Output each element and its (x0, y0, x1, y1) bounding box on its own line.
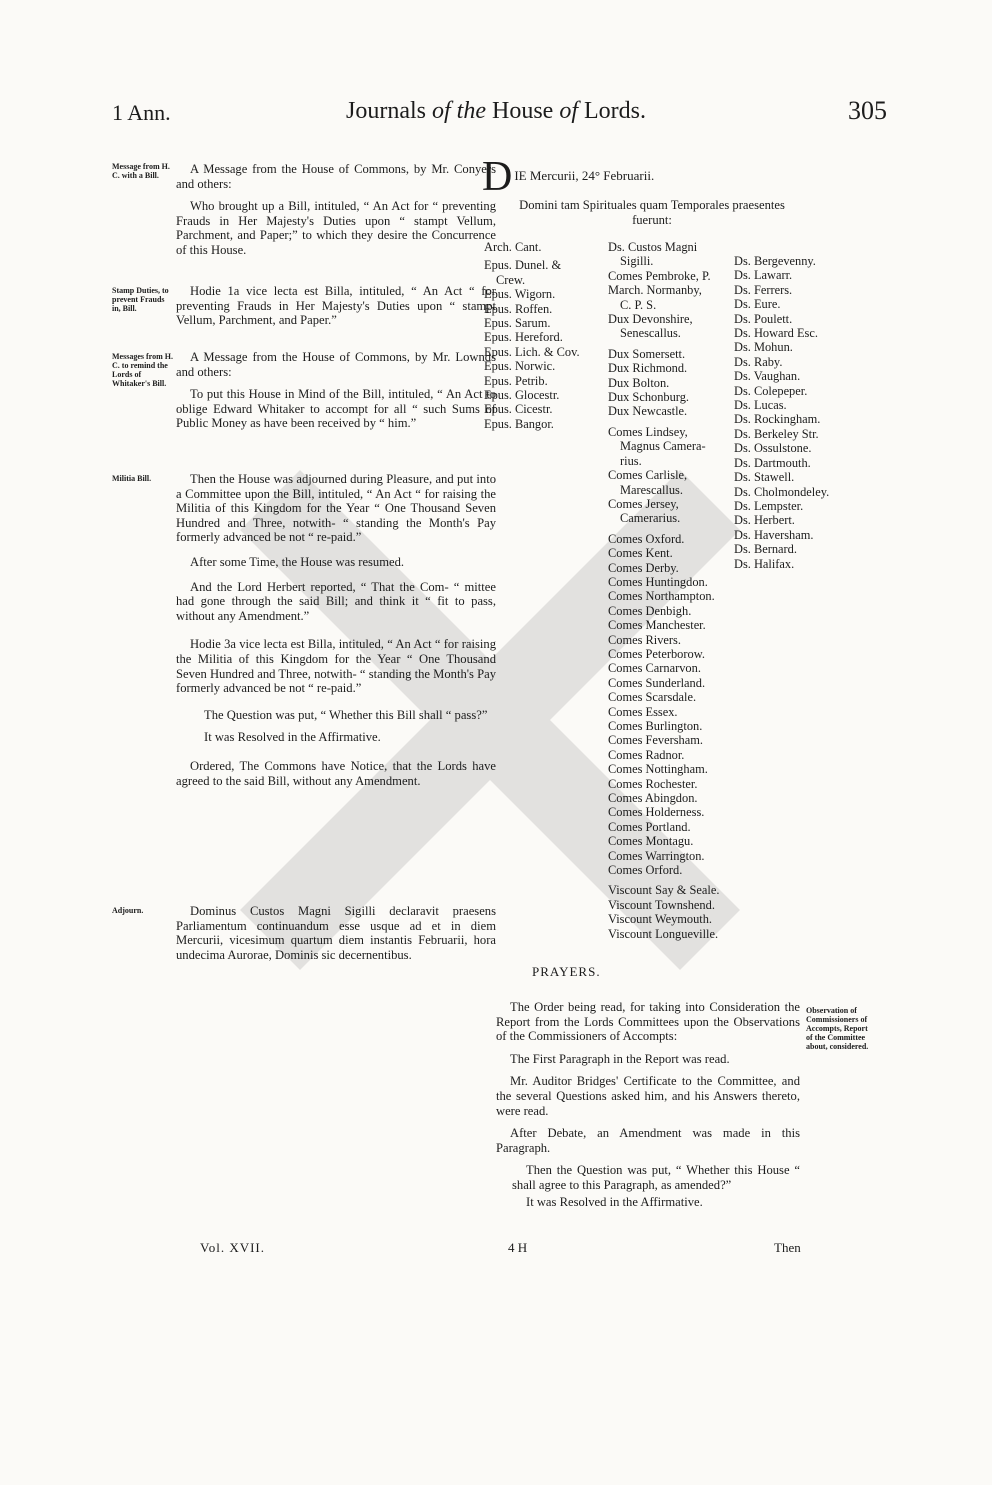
date-heading: D IE Mercurii, 24° Februarii. (482, 154, 655, 200)
header-left: 1 Ann. (112, 100, 171, 125)
lords-temporal-list: Ds. Custos Magni Sigilli. Comes Pembroke, P. March. Normanby, C. P. S. Dux Devonshire, Senescallus. Dux Somersett. Dux Richmond. Dux Bolton. Dux Schonburg. Dux Newcastle. Comes Lindsey, Magnus Camera- rius. Comes Carlisle, Marescallus. Comes Jersey, Camerarius. Comes Oxford. Comes Kent. Comes Derby. Comes Huntingdon. Comes Northampton. Comes Denbigh. Comes Manchester. Comes Rivers. Comes Peterborow. Comes Carnarvon. Comes Sunderland. Comes Scarsdale. Comes Essex. Comes Burlington. Comes Feversham. Comes Radnor. Comes Nottingham. Comes Rochester. Comes Abingdon. Comes Holderness. Comes Portland. Comes Montagu. Comes Warrington. Comes Orford. Viscount Say & Seale. Viscount Townshend. Viscount Weymouth. Viscount Longueville. (608, 240, 720, 941)
lords-spiritual-list: Arch. Cant. Epus. Dunel. & Crew. Epus. Wigorn. Epus. Roffen. Epus. Sarum. Epus. Hereford. Epus. Lich. & Cov. Epus. Norwic. Epus. Petrib. Epus. Glocestr. Epus. Cicestr. Epus. Bangor. (484, 240, 580, 431)
entry-adjourn: Dominus Custos Magni Sigilli declaravit praesens Parliamentum continuandum esse usque ad et in diem Mercurii, vicesimum quartum diem instantis Februarii, hora undecima Aurorae, Dominis sic decernentibus. (176, 904, 496, 962)
entry-stamp-bill: Hodie 1a vice lecta est Billa, intituled, “ An Act “ for preventing Frauds in Her Majesty's Duties upon “ stampt Vellum, Parchment, and Paper.” (176, 284, 496, 328)
margin-note-observations: Observation of Commissioners of Accompts, Report of the Committee about, considered. (806, 1006, 869, 1051)
margin-note-whitaker: Messages from H. C. to remind the Lords of Whitaker's Bill. (112, 352, 173, 388)
catchword: Then (774, 1240, 801, 1255)
lords-barons-list: Ds. Bergevenny. Ds. Lawarr. Ds. Ferrers. Ds. Eure. Ds. Poulett. Ds. Howard Esc. Ds. Mohun. Ds. Raby. Ds. Vaughan. Ds. Colepeper. Ds. Lucas. Ds. Rockingham. Ds. Berkeley Str. Ds. Ossulstone. Ds. Dartmouth. Ds. Stawell. Ds. Cholmondeley. Ds. Lempster. Ds. Herbert. Ds. Haversham. Ds. Bernard. Ds. Halifax. (734, 254, 830, 571)
margin-note-adjourn: Adjourn. (112, 906, 144, 915)
presentes-line: Domini tam Spirituales quam Temporales praesentes fuerunt: (519, 198, 785, 227)
dropcap: D (482, 154, 513, 200)
entry-observations: The Order being read, for taking into Consideration the Report from the Lords Committees upon the Observations of the Commissioners of Accompts: The First Paragraph in the Report was read. Mr. Auditor Bridges' Certificate to the Committee, and the several Questions asked him, and his Answers thereto, were read. After Debate, an Amendment was made in this Paragraph. Then the Question was put, “ Whether this House “ shall agree to this Paragraph, as amended?” It was Resolved in the Affirmative. (496, 1000, 800, 1209)
page-title: Journals of the House of Lords. (346, 98, 646, 124)
entry-message-whitaker: A Message from the House of Commons, by Mr. Lownds and others: To put this House in Mind of the Bill, intituled, “ An Act to oblige Edward Whitaker to accompt for all “ such Sums of Public Money as have been received by “ him.” (176, 350, 496, 431)
margin-note-message: Message from H. C. with a Bill. (112, 162, 170, 180)
page-number: 305 (848, 96, 887, 125)
prayers-heading: PRAYERS. (532, 964, 601, 979)
margin-note-stamp: Stamp Duties, to prevent Frauds in, Bill. (112, 286, 169, 313)
entry-militia-bill: Then the House was adjourned during Pleasure, and put into a Committee upon the Bill, intituled, “ An Act “ for raising the Militia of this Kingdom for the Year “ One Thousand Seven Hundred and Three, notwith- “ standing the Month's Pay formerly advanced be not “ re-paid.” After some Time, the House was resumed. And the Lord Herbert reported, “ That the Com- “ mittee had gone through the said Bill; and think it “ fit to pass, without any Amendment.” Hodie 3a vice lecta est Billa, intituled, “ An Act “ for raising the Militia of this Kingdom for the Year “ One Thousand Seven Hundred and Three, notwith- “ standing the Month's Pay formerly advanced be not “ re-paid.” The Question was put, “ Whether this Bill shall “ pass?” It was Resolved in the Affirmative. Ordered, The Commons have Notice, that the Lords have agreed to the said Bill, without any Amendment. (176, 472, 496, 788)
margin-note-militia: Militia Bill. (112, 474, 152, 483)
entry-message-commons: A Message from the House of Commons, by Mr. Conyers and others: Who brought up a Bill, intituled, “ An Act for “ preventing Frauds in Her Majesty's Duties upon “ stampt Vellum, Parchment, and Paper;” to which they desire the Concurrence of this House. (176, 162, 496, 257)
signature-mark: 4 H (508, 1240, 528, 1255)
footer-volume: Vol. XVII. (200, 1240, 266, 1255)
